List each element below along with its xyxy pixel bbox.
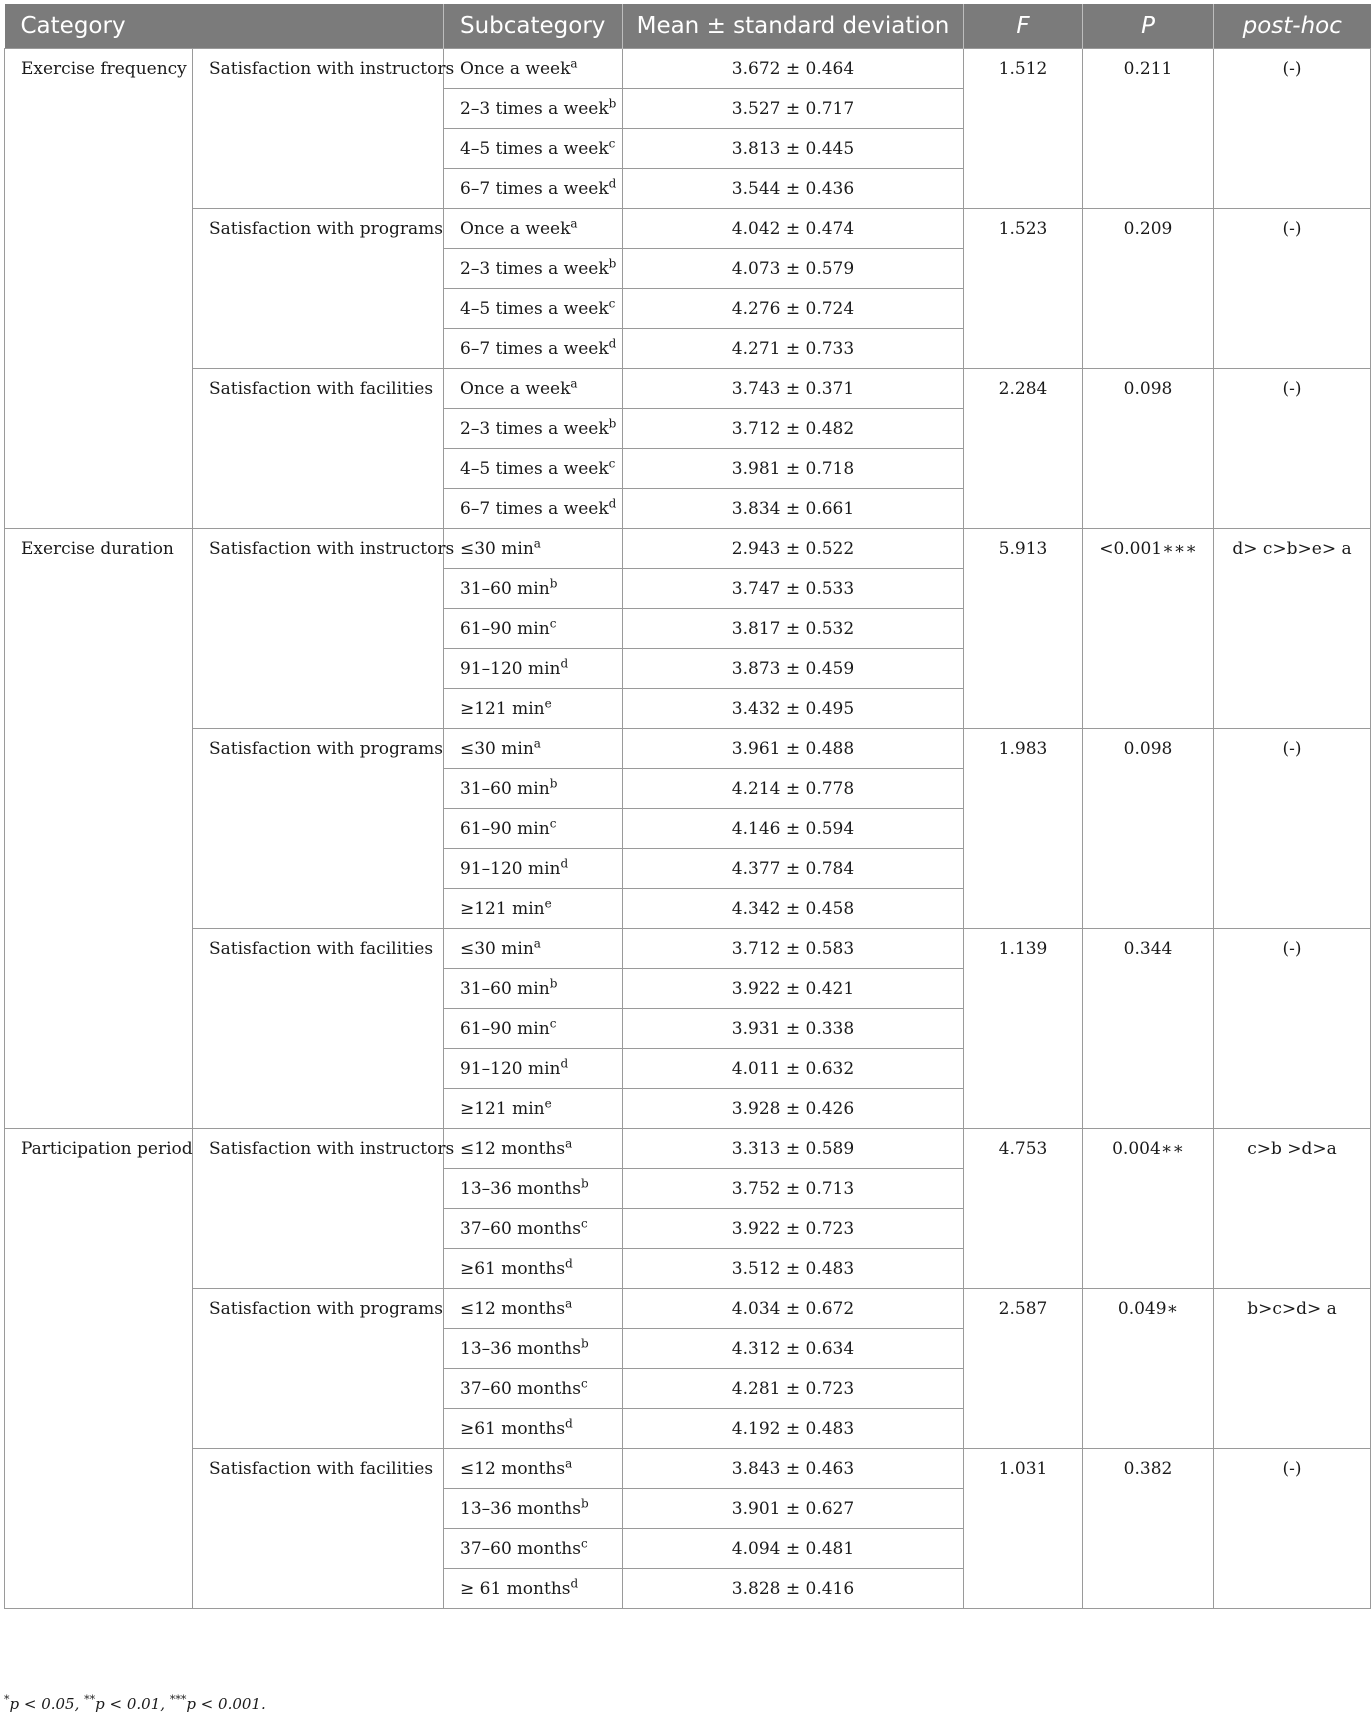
f-value-cell: 1.031 (964, 1449, 1083, 1609)
level-superscript: a (570, 216, 578, 231)
mean-sd-cell: 3.931 ± 0.338 (623, 1009, 964, 1049)
mean-sd-cell: 4.377 ± 0.784 (623, 849, 964, 889)
mean-sd-cell: 3.527 ± 0.717 (623, 89, 964, 129)
table-row (5, 929, 1371, 969)
table-row (5, 1129, 1371, 1169)
f-value-cell: 1.139 (964, 929, 1083, 1129)
level-cell (444, 329, 623, 369)
level-superscript: e (544, 696, 552, 711)
table-row (5, 729, 1371, 769)
f-value-cell: 1.512 (964, 49, 1083, 209)
level-cell (444, 249, 623, 289)
results-table (4, 4, 1371, 1609)
mean-sd-cell: 3.928 ± 0.426 (623, 1089, 964, 1129)
subcategory-cell: Satisfaction with programs (193, 209, 444, 369)
level-cell (444, 1529, 623, 1569)
mean-sd-cell: 3.961 ± 0.488 (623, 729, 964, 769)
mean-sd-cell: 3.873 ± 0.459 (623, 649, 964, 689)
level-superscript: a (565, 1136, 573, 1151)
mean-sd-cell: 3.313 ± 0.589 (623, 1129, 964, 1169)
posthoc-cell: (-) (1214, 49, 1371, 209)
level-cell (444, 409, 623, 449)
level-label: ≤30 min (460, 739, 534, 759)
mean-sd-cell: 4.281 ± 0.723 (623, 1369, 964, 1409)
level-superscript: b (580, 1496, 589, 1511)
level-superscript: c (580, 1216, 588, 1231)
level-label: Once a week (460, 379, 571, 399)
mean-sd-cell: 4.094 ± 0.481 (623, 1529, 964, 1569)
level-superscript: c (580, 1536, 588, 1551)
level-superscript: a (533, 936, 541, 951)
level-superscript: b (549, 576, 558, 591)
mean-sd-cell: 4.312 ± 0.634 (623, 1329, 964, 1369)
level-cell (444, 969, 623, 1009)
level-label: 6–7 times a week (460, 499, 609, 519)
level-superscript: c (608, 136, 616, 151)
mean-sd-cell: 3.843 ± 0.463 (623, 1449, 964, 1489)
level-cell (444, 1569, 623, 1609)
level-cell (444, 1089, 623, 1129)
mean-sd-cell: 4.034 ± 0.672 (623, 1289, 964, 1329)
level-cell (444, 889, 623, 929)
table-row (5, 209, 1371, 249)
mean-sd-cell: 3.922 ± 0.723 (623, 1209, 964, 1249)
level-label: 2–3 times a week (460, 419, 609, 439)
level-label: 91–120 min (460, 859, 561, 879)
mean-sd-cell: 3.544 ± 0.436 (623, 169, 964, 209)
level-cell (444, 609, 623, 649)
level-label: 13–36 months (460, 1179, 581, 1199)
level-superscript: b (549, 776, 558, 791)
table-row (5, 1289, 1371, 1329)
level-cell (444, 449, 623, 489)
level-cell (444, 689, 623, 729)
level-cell (444, 1489, 623, 1529)
f-value-cell: 4.753 (964, 1129, 1083, 1289)
level-superscript: d (608, 176, 617, 191)
p-value-cell: 0.209 (1083, 209, 1214, 369)
subcategory-cell: Satisfaction with facilities (193, 1449, 444, 1609)
table-row (5, 529, 1371, 569)
level-label: 31–60 min (460, 979, 550, 999)
header-category: Category (5, 4, 444, 49)
category-cell: Participation period (5, 1129, 193, 1609)
subcategory-cell: Satisfaction with instructors (193, 529, 444, 729)
level-label: 61–90 min (460, 1019, 550, 1039)
level-cell (444, 729, 623, 769)
mean-sd-cell: 4.146 ± 0.594 (623, 809, 964, 849)
level-superscript: a (565, 1296, 573, 1311)
level-cell (444, 1169, 623, 1209)
mean-sd-cell: 3.712 ± 0.583 (623, 929, 964, 969)
level-label: 61–90 min (460, 619, 550, 639)
table-body (5, 49, 1371, 1609)
p-value-cell: 0.049∗ (1083, 1289, 1214, 1449)
level-label: ≥ 61 months (460, 1579, 571, 1599)
mean-sd-cell: 3.981 ± 0.718 (623, 449, 964, 489)
level-superscript: d (608, 336, 617, 351)
p-value-cell: 0.382 (1083, 1449, 1214, 1609)
level-cell (444, 209, 623, 249)
mean-sd-cell: 3.432 ± 0.495 (623, 689, 964, 729)
mean-sd-cell: 3.813 ± 0.445 (623, 129, 964, 169)
footnote-3: ***p < 0.001. (169, 1693, 266, 1713)
level-superscript: e (544, 1096, 552, 1111)
level-cell (444, 1369, 623, 1409)
level-superscript: c (549, 1016, 557, 1031)
level-cell (444, 1009, 623, 1049)
mean-sd-cell: 3.834 ± 0.661 (623, 489, 964, 529)
level-label: 4–5 times a week (460, 299, 609, 319)
level-superscript: a (565, 1456, 573, 1471)
p-value-cell: 0.098 (1083, 729, 1214, 929)
footnote (4, 1695, 266, 1713)
mean-sd-cell: 4.042 ± 0.474 (623, 209, 964, 249)
level-cell (444, 849, 623, 889)
level-cell (444, 1249, 623, 1289)
level-label: 31–60 min (460, 779, 550, 799)
level-superscript: a (533, 736, 541, 751)
mean-sd-cell: 4.271 ± 0.733 (623, 329, 964, 369)
posthoc-cell: c>b >d>a (1214, 1129, 1371, 1289)
table-row (5, 49, 1371, 89)
mean-sd-cell: 3.747 ± 0.533 (623, 569, 964, 609)
header-f: F (964, 4, 1083, 49)
header-p: P (1083, 4, 1214, 49)
level-cell (444, 1049, 623, 1089)
level-superscript: b (580, 1336, 589, 1351)
p-value-cell: 0.344 (1083, 929, 1214, 1129)
level-cell (444, 769, 623, 809)
level-superscript: d (565, 1416, 573, 1431)
level-superscript: c (549, 616, 557, 631)
level-cell (444, 369, 623, 409)
level-label: ≥121 min (460, 699, 545, 719)
level-label: ≥121 min (460, 1099, 545, 1119)
footnote-2: **p < 0.01, (84, 1693, 170, 1713)
posthoc-cell: (-) (1214, 929, 1371, 1129)
level-superscript: c (580, 1376, 588, 1391)
level-superscript: d (608, 496, 617, 511)
level-label: ≤30 min (460, 539, 534, 559)
p-value-cell: 0.004∗∗ (1083, 1129, 1214, 1289)
level-label: ≥121 min (460, 899, 545, 919)
mean-sd-cell: 4.073 ± 0.579 (623, 249, 964, 289)
header-mean-sd: Mean ± standard deviation (623, 4, 964, 49)
level-superscript: a (570, 376, 578, 391)
level-label: ≥61 months (460, 1259, 566, 1279)
level-label: 6–7 times a week (460, 179, 609, 199)
header-row (5, 4, 1371, 49)
posthoc-cell: d> c>b>e> a (1214, 529, 1371, 729)
level-label: 37–60 months (460, 1219, 581, 1239)
level-cell (444, 1129, 623, 1169)
level-superscript: d (560, 1056, 569, 1071)
level-label: 13–36 months (460, 1499, 581, 1519)
f-value-cell: 1.523 (964, 209, 1083, 369)
level-label: Once a week (460, 59, 571, 79)
level-cell (444, 929, 623, 969)
subcategory-cell: Satisfaction with facilities (193, 369, 444, 529)
level-label: 13–36 months (460, 1339, 581, 1359)
level-superscript: e (544, 896, 552, 911)
level-cell (444, 1329, 623, 1369)
level-label: ≤12 months (460, 1299, 566, 1319)
f-value-cell: 2.284 (964, 369, 1083, 529)
level-superscript: d (560, 856, 569, 871)
level-superscript: d (570, 1576, 579, 1591)
level-cell (444, 489, 623, 529)
level-label: 37–60 months (460, 1379, 581, 1399)
posthoc-cell: (-) (1214, 209, 1371, 369)
subcategory-cell: Satisfaction with instructors (193, 49, 444, 209)
level-cell (444, 1409, 623, 1449)
header-subcategory: Subcategory (444, 4, 623, 49)
level-superscript: a (570, 56, 578, 71)
mean-sd-cell: 3.828 ± 0.416 (623, 1569, 964, 1609)
level-cell (444, 649, 623, 689)
level-superscript: a (533, 536, 541, 551)
posthoc-cell: (-) (1214, 369, 1371, 529)
posthoc-cell: (-) (1214, 729, 1371, 929)
mean-sd-cell: 4.192 ± 0.483 (623, 1409, 964, 1449)
mean-sd-cell: 4.276 ± 0.724 (623, 289, 964, 329)
mean-sd-cell: 3.512 ± 0.483 (623, 1249, 964, 1289)
f-value-cell: 5.913 (964, 529, 1083, 729)
mean-sd-cell: 4.214 ± 0.778 (623, 769, 964, 809)
level-label: 2–3 times a week (460, 99, 609, 119)
header-posthoc: post-hoc (1214, 4, 1371, 49)
subcategory-cell: Satisfaction with programs (193, 1289, 444, 1449)
table-row (5, 1449, 1371, 1489)
level-label: ≤12 months (460, 1139, 566, 1159)
footnote-1: *p < 0.05, (4, 1693, 85, 1713)
level-label: 91–120 min (460, 659, 561, 679)
level-cell (444, 1449, 623, 1489)
mean-sd-cell: 3.672 ± 0.464 (623, 49, 964, 89)
level-label: 6–7 times a week (460, 339, 609, 359)
category-cell: Exercise frequency (5, 49, 193, 529)
level-cell (444, 569, 623, 609)
level-superscript: c (608, 296, 616, 311)
table-row (5, 369, 1371, 409)
f-value-cell: 1.983 (964, 729, 1083, 929)
level-cell (444, 1289, 623, 1329)
level-label: 4–5 times a week (460, 459, 609, 479)
p-value-cell: <0.001∗∗∗ (1083, 529, 1214, 729)
posthoc-cell: (-) (1214, 1449, 1371, 1609)
mean-sd-cell: 4.011 ± 0.632 (623, 1049, 964, 1089)
level-label: 2–3 times a week (460, 259, 609, 279)
level-superscript: b (549, 976, 558, 991)
posthoc-cell: b>c>d> a (1214, 1289, 1371, 1449)
level-cell (444, 809, 623, 849)
level-cell (444, 129, 623, 169)
level-superscript: c (549, 816, 557, 831)
level-label: 31–60 min (460, 579, 550, 599)
level-label: Once a week (460, 219, 571, 239)
mean-sd-cell: 2.943 ± 0.522 (623, 529, 964, 569)
level-cell (444, 1209, 623, 1249)
level-label: ≥61 months (460, 1419, 566, 1439)
level-superscript: d (565, 1256, 573, 1271)
level-label: 37–60 months (460, 1539, 581, 1559)
level-superscript: d (560, 656, 569, 671)
level-label: 61–90 min (460, 819, 550, 839)
level-label: 91–120 min (460, 1059, 561, 1079)
mean-sd-cell: 3.712 ± 0.482 (623, 409, 964, 449)
level-label: ≤12 months (460, 1459, 566, 1479)
mean-sd-cell: 3.901 ± 0.627 (623, 1489, 964, 1529)
level-cell (444, 89, 623, 129)
level-label: ≤30 min (460, 939, 534, 959)
p-value-cell: 0.098 (1083, 369, 1214, 529)
level-cell (444, 289, 623, 329)
level-superscript: b (608, 256, 617, 271)
level-cell (444, 529, 623, 569)
level-superscript: c (608, 456, 616, 471)
category-cell: Exercise duration (5, 529, 193, 1129)
level-label: 4–5 times a week (460, 139, 609, 159)
level-cell (444, 169, 623, 209)
level-superscript: b (580, 1176, 589, 1191)
mean-sd-cell: 4.342 ± 0.458 (623, 889, 964, 929)
p-value-cell: 0.211 (1083, 49, 1214, 209)
subcategory-cell: Satisfaction with instructors (193, 1129, 444, 1289)
mean-sd-cell: 3.922 ± 0.421 (623, 969, 964, 1009)
subcategory-cell: Satisfaction with facilities (193, 929, 444, 1129)
mean-sd-cell: 3.817 ± 0.532 (623, 609, 964, 649)
level-superscript: b (608, 96, 617, 111)
f-value-cell: 2.587 (964, 1289, 1083, 1449)
mean-sd-cell: 3.743 ± 0.371 (623, 369, 964, 409)
level-superscript: b (608, 416, 617, 431)
subcategory-cell: Satisfaction with programs (193, 729, 444, 929)
mean-sd-cell: 3.752 ± 0.713 (623, 1169, 964, 1209)
level-cell (444, 49, 623, 89)
